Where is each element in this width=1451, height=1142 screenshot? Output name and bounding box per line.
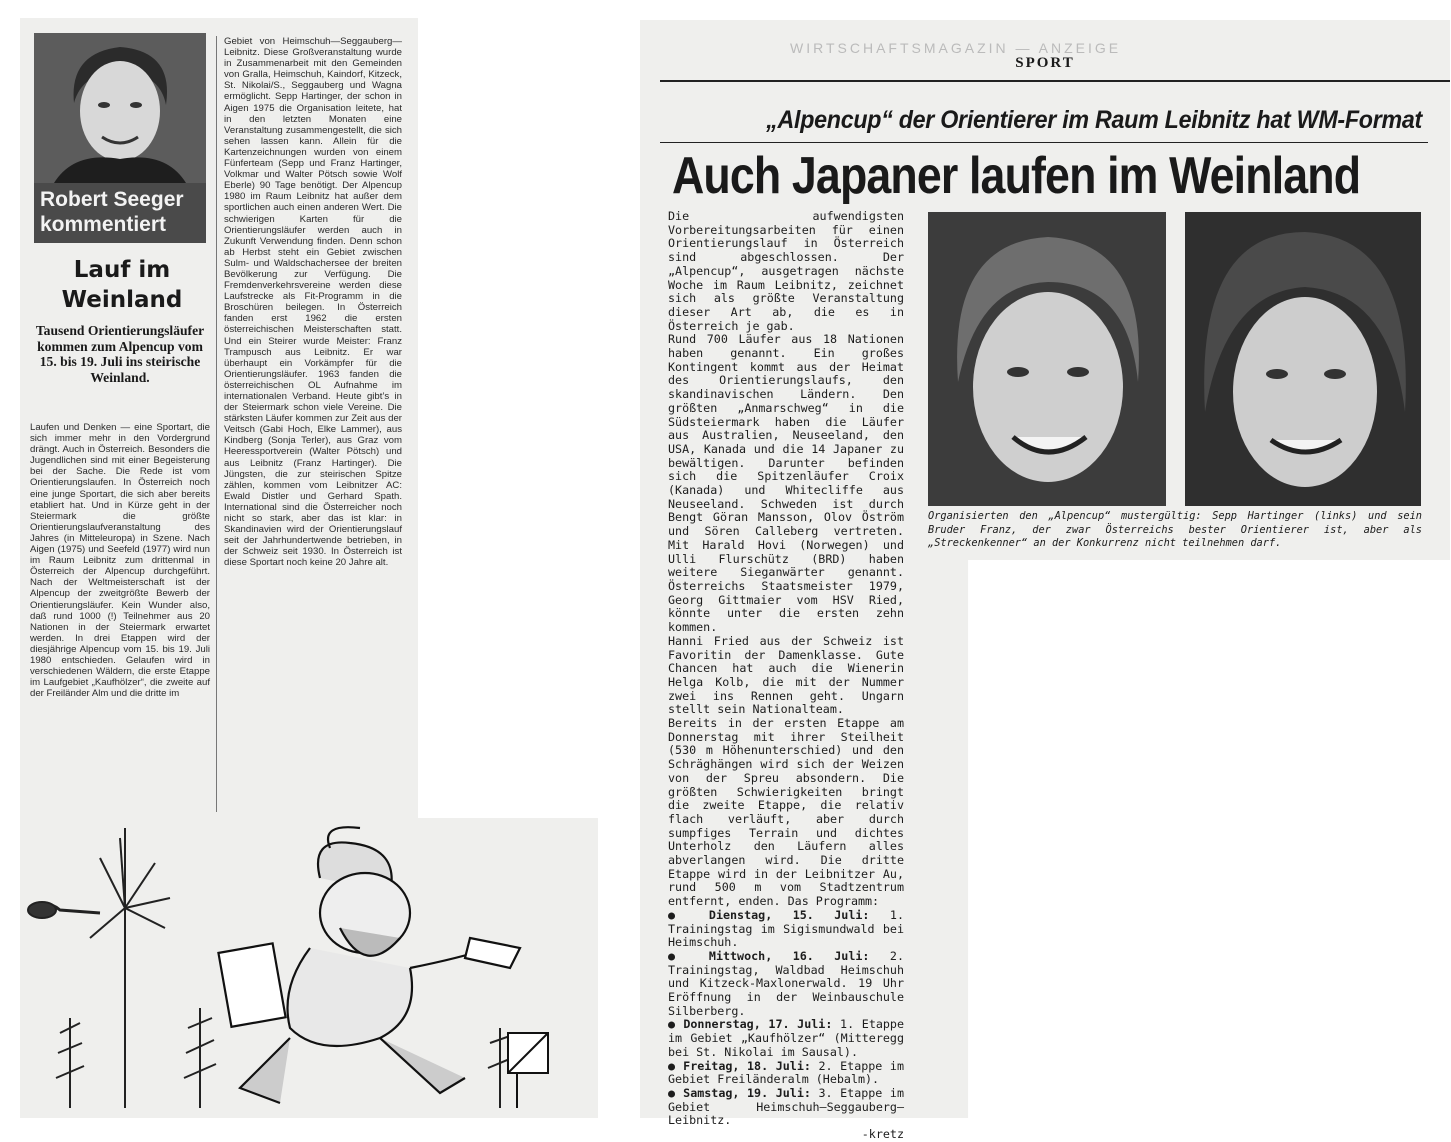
right-article-body xyxy=(668,209,905,1142)
column-divider xyxy=(216,36,217,812)
kicker-rule xyxy=(660,142,1428,143)
sepp-hartinger-photo xyxy=(928,212,1166,506)
schedule-item: ● Mittwoch, 16. Juli: 2. Trainingstag, Waldbad Heimschuh und Kitzeck-Maxlonerwald. 19 Uhr Eröffnung in der Weinbauschule Silberberg. xyxy=(668,948,904,1018)
left-article-title: Lauf im Weinland xyxy=(61,257,183,313)
body-paragraph: Rund 700 Läufer aus 18 Nationen haben genannt. Ein großes Kontingent kommt aus der Heimat des Orientierungslaufs, den skandinavischen Ländern. Den größten „Anmarschweg“ in die Südsteiermark haben die Läufer aus Australien, Neuseeland, den USA, Kanada und die 14 Japaner zu bewältigen. Darunter befinden sich die Spitzenläufer Croix (Kanada) und Whitecliffe aus Neuseeland. Schweden ist durch Bengt Göran Mansson, Olov Öström und Sören Calleberg vertreten. Mit Harald Hovi (Norwegen) und Ulli Flurschütz (BRD) haben weitere Sieganwärter genannt. Österreichs Staatsmeister 1979, Georg Gittmaier vom HSV Ried, könnte unter die ersten zehn kommen. xyxy=(668,332,904,635)
control-flag-icon xyxy=(508,1033,548,1108)
commentator-badge xyxy=(34,183,206,243)
top-rule xyxy=(660,80,1450,82)
schedule-item: ● Samstag, 19. Juli: 3. Etappe im Gebiet Heimschuh—Seggauberg—Leibnitz. xyxy=(668,1086,904,1128)
windmill-icon xyxy=(28,828,170,1108)
left-article-column-2: Gebiet von Heimschuh—Seggauberg—Leibnitz. Diese Großveranstaltung wurde in Zusammenarbeit mit den Gemeinden von Gralla, Heimschuh, Kaindorf, Kitzeck, St. Nikolai/S., Seggauberg und Wagna ermöglicht. Sepp Hartinger, der schon in Aigen 1975 die Organisation leitete, hat in den letzten Monaten eine Veranstaltung zusammengestellt, die sich sehen lassen kann. Allein für die Kartenzeichnungen wurden von einem Fünferteam (Sepp und Franz Hartinger, Volkmar und Walter Pötsch sowie Wolf Eberle) 90 Tage benötigt. Der Alpencup 1980 im Raum Leibnitz hat außer dem sportlichen auch einen anderen Wert. Die schwierigen Karten für die Orientierungsläufer werden auch in Zukunft Verwendung finden. Denn schon ab Herbst steht ein Gebiet zwischen Sulm- und Waldschachersee der breiten Bevölkerung zur Verfügung. Die Fremdenverkehrsvereine werden diese Laufstrecke als Fit-Programm in die Broschüren beilegen. In Österreich fanden erst 1962 die ersten österreichischen Meisterschaften statt. Und ein Steirer wurde Meister: Franz Trampusch aus Leibnitz. Er war überhaupt ein Vorkämpfer für die Orientierungsläufer. 1963 fanden die österreichischen OL Aufnahme im internationalen Verband. Heute gibt’s in der Steiermark schon viele Vereine. Die stärksten Läufer kommen zur Zeit aus der Veitsch (Gabi Hoch, Elke Lammer), aus Kindberg (Sonja Terler), aus Graz vom Heeressportverein (Walter Pötsch) und aus Leibnitz (Franz Hartinger). Die Jüngsten, die zur steirischen Spitze zählen, kommen vom Leibnitzer AC: Ewald Distler und Gerhard Spath. International sind die Österreicher noch nicht so stark, aber das ist klar: in Skandinavien wird der Orientierungslauf seit der Jahrhundertwende betrieben, in der Schweiz seit 1930. In Österreich ist diese Sportart noch keine 20 Jahre alt. xyxy=(224,36,402,569)
photo-caption: Organisierten den „Alpencup“ mustergültig: Sepp Hartinger (links) und sein Bruder Franz, der zwar Österreichs bester Orientierer ist, aber als „Streckenkenner“ an der Konkurrenz nicht teilnehmen darf. xyxy=(928,510,1422,550)
schedule-item: ● Dienstag, 15. Juli: 1. Trainingstag im Sigismundwald bei Heimschuh. xyxy=(668,907,904,950)
badge-action: kommentiert xyxy=(40,213,167,236)
schedule-item: ● Donnerstag, 17. Juli: 1. Etappe im Gebiet „Kaufhölzer“ (Mitteregg bei St. Nikolai im Sausal). xyxy=(668,1017,905,1059)
body-paragraph: Die aufwendigsten Vorbereitungsarbeiten für einen Orientierungslauf in Österreich sind abgeschlossen. Der „Alpencup“, ausgetragen nächste Woche im Raum Leibnitz, zeichnet sich als größte Veranstaltung dieser Art ab, die es in Österreich je gab. xyxy=(668,209,904,333)
author-signature: -kretz xyxy=(861,1127,904,1142)
body-paragraph: Hanni Fried aus der Schweiz ist Favoritin der Damenklasse. Gute Chancen hat auch die Wienerin Helga Kolb, die mit der Nummer zwei ins Rennen geht. Ungarn stellt sein Nationalteam. xyxy=(668,633,904,717)
schedule-item: ● Freitag, 18. Juli: 2. Etappe im Gebiet Freiländeralm (Hebalm). xyxy=(668,1058,904,1087)
body-paragraph: Bereits in der ersten Etappe am Donnerstag mit ihrer Steilheit (530 m Höhenunterschied) und den Schräghängen wird sich der Weizen von der Spreu absondern. Die größten Schwierigkeiten bringt die zweite Etappe, die relativ flach verläuft, aber durch sumpfiges Terrain und dichtes Unterholz den Läufern alles abverlangen wird. Die dritte Etappe wird in der Leibnitzer Au, rund 500 m vom Stadtzentrum entfernt, enden. Das Programm: xyxy=(668,716,904,909)
badge-name: Robert Seeger xyxy=(40,188,184,211)
section-rubric: SPORT xyxy=(1015,55,1075,71)
runner-cartoon xyxy=(20,818,598,1118)
ghost-header: WIRTSCHAFTSMAGAZIN — ANZEIGE xyxy=(790,40,1122,56)
left-article-column-1: Laufen und Denken — eine Sportart, die sich immer mehr in den Vordergrund drängt. Auch in Österreich. Besonders die Jugendlichen sind mit einer Begeisterung bei der Sache. Die Rede ist vom Orientierungslaufen. In Österreich noch eine junge Sportart, die sich aber bereits etabliert hat. Und in Kürze geht in der Steiermark die größte Orientierungslaufveranstaltung des Jahres (in Mitteleuropa) in Szene. Nach Aigen (1975) und Seefeld (1977) wird nun im Raum Leibnitz zum drittenmal in Österreich der Alpencup durchgeführt. Nach der Weltmeisterschaft ist der Alpencup der zweitgrößte Bewerb der Orientierungsläufer. Kein Wunder also, daß rund 1000 (!) Teilnehmer aus 20 Nationen in der Steiermark erwartet werden. In drei Etappen wird der diesjährige Alpencup vom 15. bis 19. Juli 1980 entschieden. Gelaufen wird in verschiedenen Wäldern, die erste Etappe im Laufgebiet „Kaufhölzer“, die zweite auf der Freiländer Alm und die dritte im xyxy=(30,422,210,700)
robert-seeger-portrait xyxy=(34,33,206,183)
left-article-subtitle: Tausend Orientierungsläufer kommen zum Alpencup vom 15. bis 19. Juli ins steirische Weinland. xyxy=(35,323,205,385)
kicker-headline: „Alpencup“ der Orientierer im Raum Leibnitz hat WM-Format xyxy=(766,106,1422,134)
main-headline: Auch Japaner laufen im Weinland xyxy=(672,147,1361,205)
runner-figure xyxy=(218,827,520,1103)
franz-hartinger-photo xyxy=(1185,212,1421,506)
